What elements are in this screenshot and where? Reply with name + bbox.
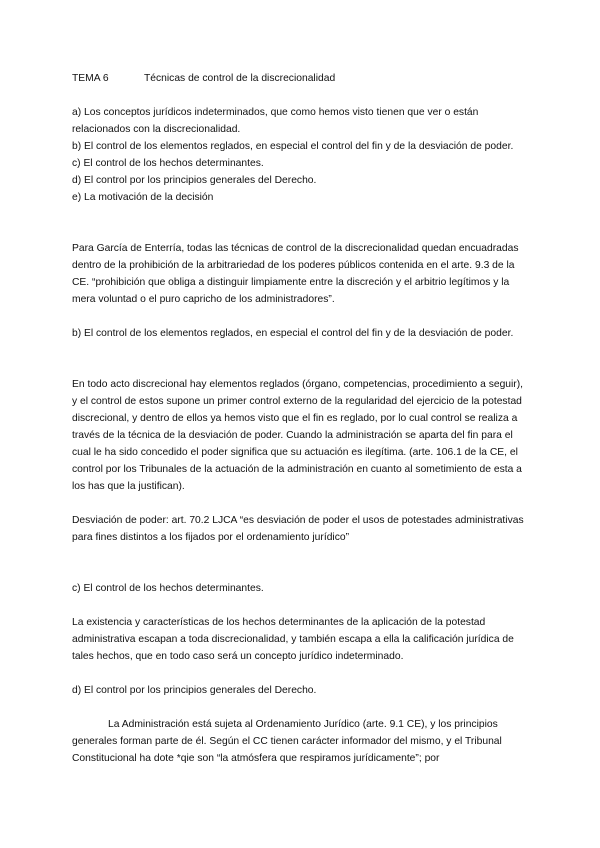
- index-item-b: b) El control de los elementos reglados, en especial el control del fin y de la desviación de poder.: [72, 141, 514, 152]
- index-item-e: e) La motivación de la decisión: [72, 192, 214, 203]
- topic-heading: [72, 70, 335, 87]
- section-b-body: En todo acto discrecional hay elementos reglados (órgano, competencias, procedimiento a seguir), y el control de estos supone un primer control externo de la regularidad del ejercicio de la potestad discrecional, y dentro de ellos ya hemos visto que el fin es reglado, por lo cual control se realiza a través de la técnica de la desviación de poder. Cuando la administración se aparta del fin para el cual le ha sido concedido el poder significa que su actuación es ilegítima. (arte. 106.1 de la CE, el control por los Tribunales de la actuación de la administración en cuanto al sometimiento de esta a los has que la justifican).: [72, 379, 524, 492]
- topic-number: TEMA 6: [72, 73, 109, 84]
- index-item-d: d) El control por los principios generales del Derecho.: [72, 175, 317, 186]
- index-item-a: a) Los conceptos jurídicos indeterminados, que como hemos visto tienen que ver o están relacionados con la discrecionalidad.: [72, 107, 479, 135]
- topic-title: Técnicas de control de la discrecionalidad: [144, 73, 336, 84]
- index-item-c: c) El control de los hechos determinantes.: [72, 158, 264, 169]
- section-d-title: d) El control por los principios generales del Derecho.: [72, 685, 317, 696]
- section-c-body: La existencia y características de los hechos determinantes de la aplicación de la potestad administrativa escapan a toda discrecionalidad, y también escapa a ella la calificación jurídica de tales hechos, que en todo caso será un concepto jurídico indeterminado.: [72, 617, 514, 662]
- desviacion-quote: Desviación de poder: art. 70.2 LJCA “es desviación de poder el usos de potestades administrativas para fines distintos a los fijados por el ordenamiento jurídico”: [72, 515, 524, 543]
- section-d-body: La Administración está sujeta al Ordenamiento Jurídico (arte. 9.1 CE), y los principios generales forman parte de él. Según el CC tienen carácter informador del mismo, y el Tribunal Constitucional ha dote *qie son “la atmósfera que respiramos jurídicamente”; por: [72, 719, 502, 764]
- intro-paragraph: Para García de Enterría, todas las técnicas de control de la discrecionalidad quedan encuadradas dentro de la prohibición de la arbitrariedad de los poderes públicos contenida en el arte. 9.3 de la CE. “prohibición que obliga a distinguir limpiamente entre la discreción y el arbitrio legítimos y la mera voluntad o el puro capricho de los administradores”.: [72, 243, 519, 305]
- topic-index: [72, 104, 528, 206]
- section-c-title: c) El control de los hechos determinantes.: [72, 583, 264, 594]
- section-b-title: b) El control de los elementos reglados, en especial el control del fin y de la desviación de poder.: [72, 328, 514, 339]
